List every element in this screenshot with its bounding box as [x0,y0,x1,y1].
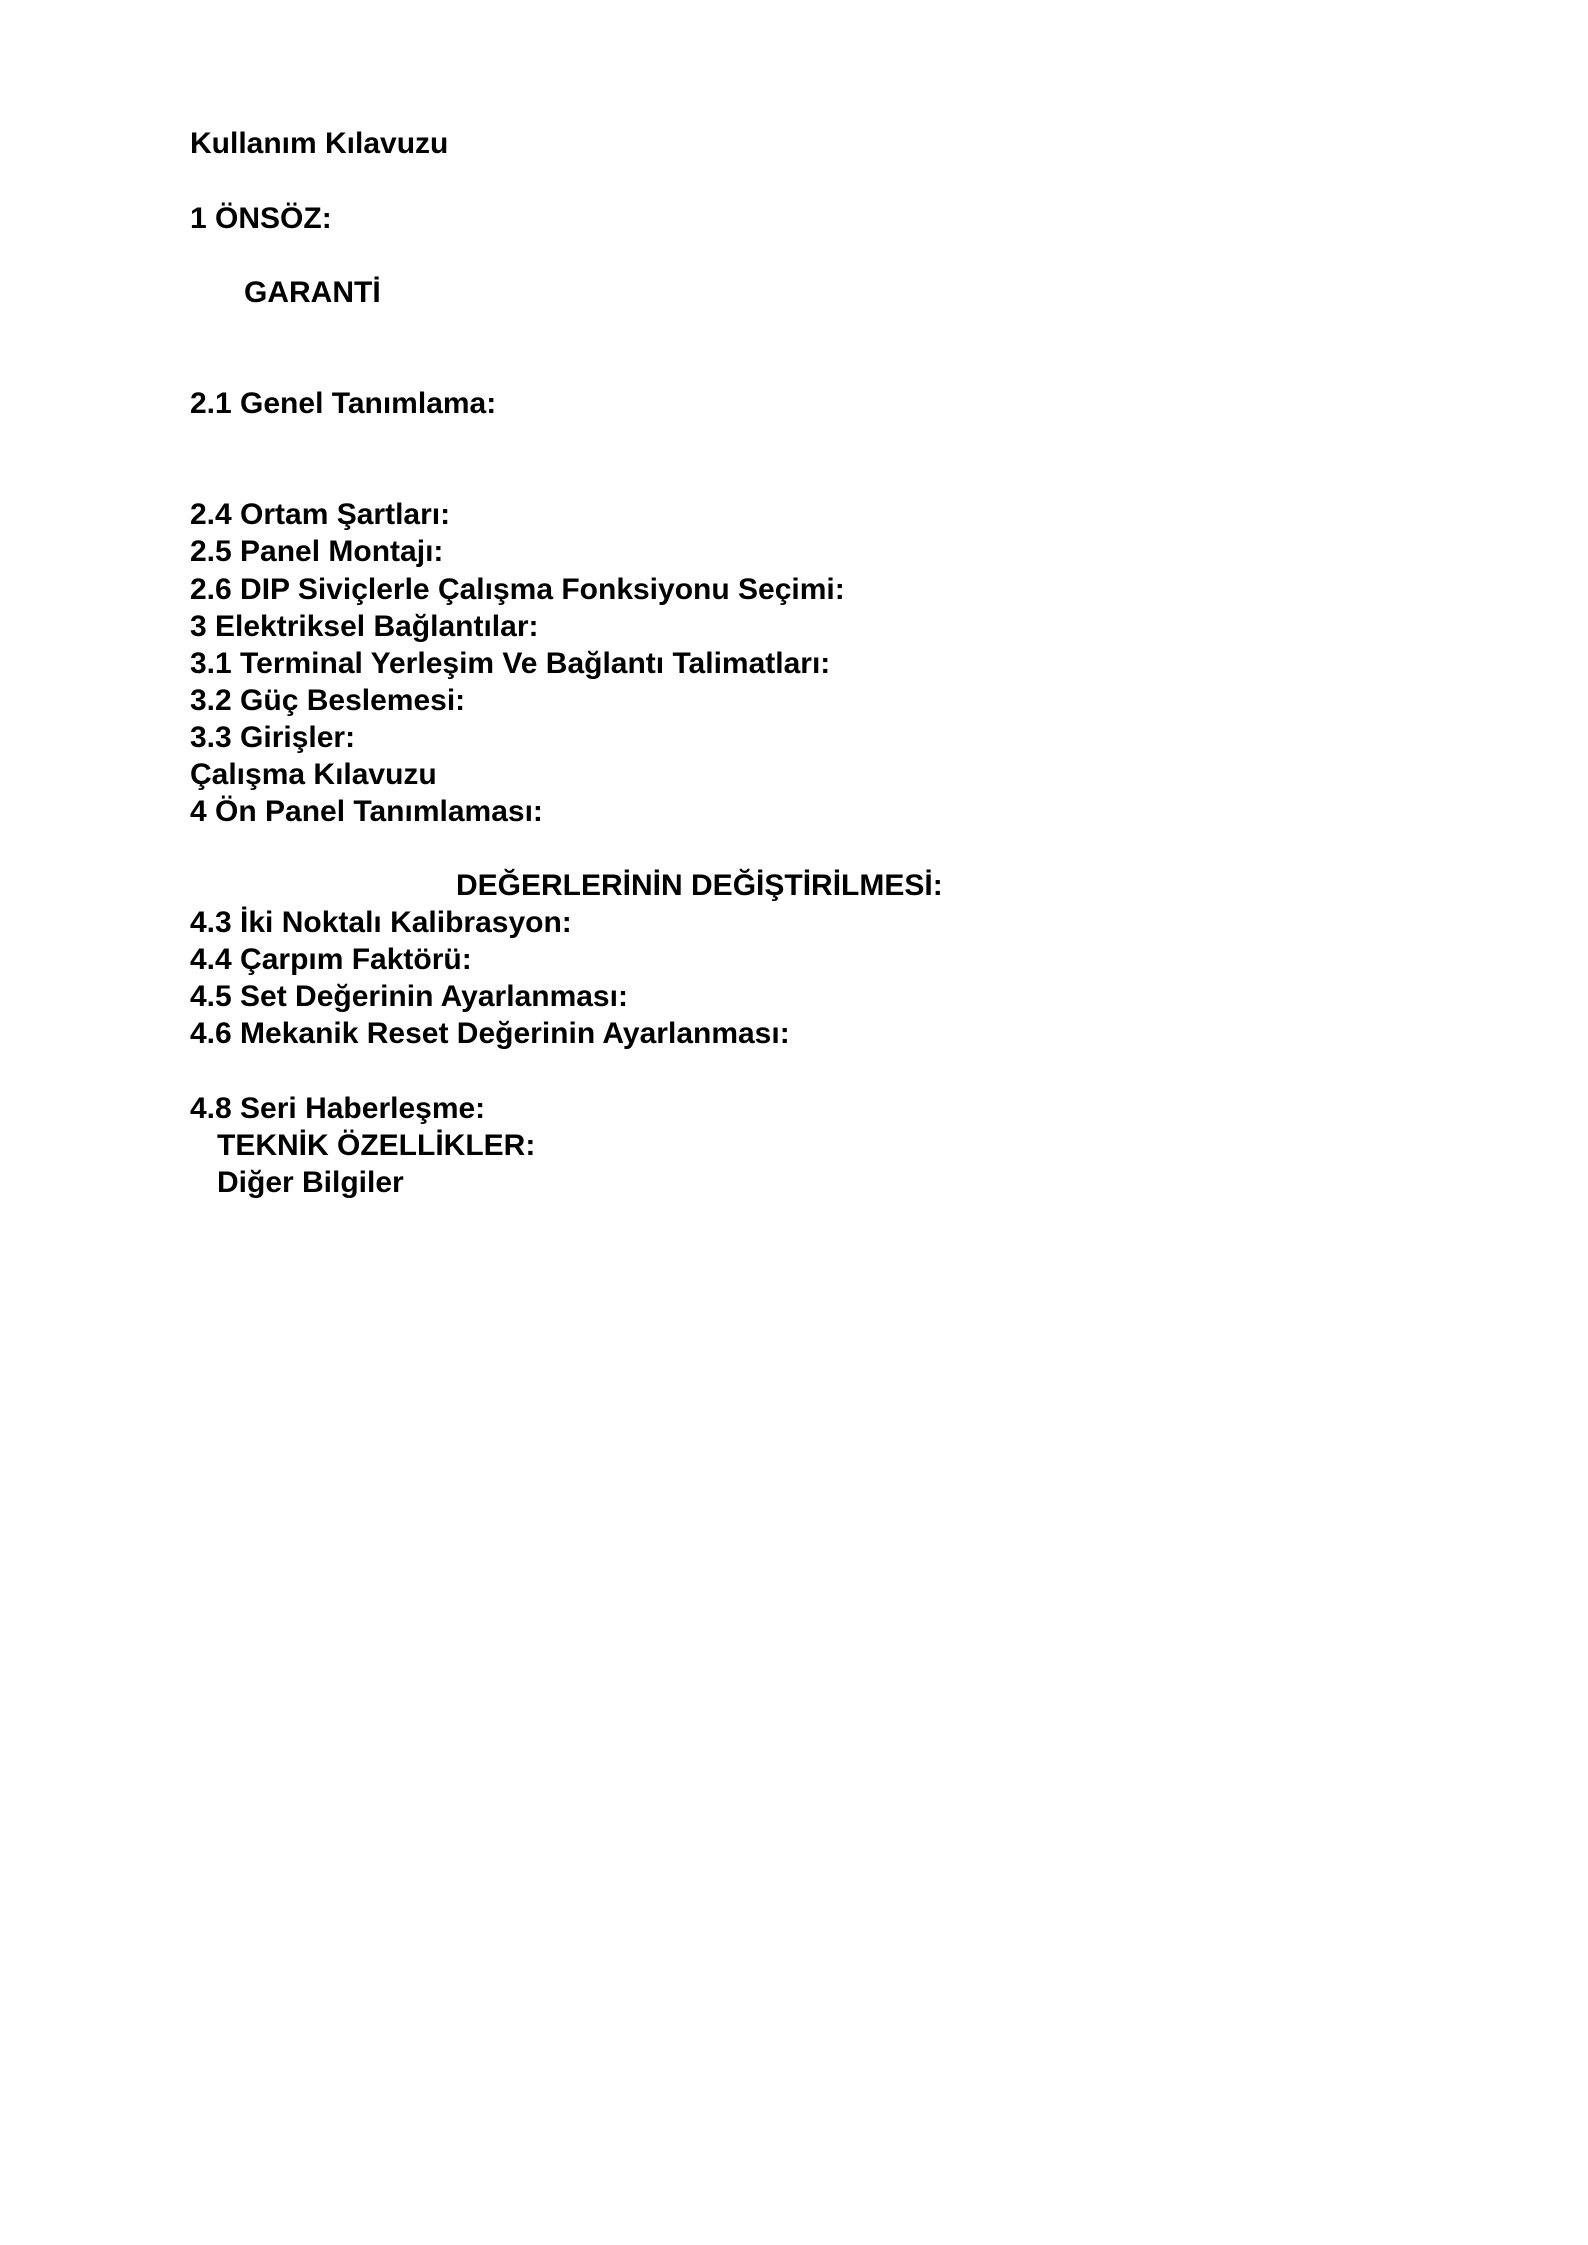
toc-entry-girisler: 3.3 Girişler: [190,721,356,754]
toc-entry-genel-tanimlama: 2.1 Genel Tanımlama: [190,387,497,420]
toc-entry-carpim-faktoru: 4.4 Çarpım Faktörü: [190,943,472,976]
toc-entry-elektriksel-baglantilar: 3 Elektriksel Bağlantılar: [190,610,539,643]
toc-entry-terminal-yerlesim: 3.1 Terminal Yerleşim Ve Bağlantı Talimatları: [190,647,831,680]
toc-entry-mekanik-reset: 4.6 Mekanik Reset Değerinin Ayarlanması: [190,1017,790,1050]
toc-entry-garanti: GARANTİ [244,276,381,309]
toc-entry-calisma-kilavuzu: Çalışma Kılavuzu [190,758,437,791]
toc-entry-set-degeri: 4.5 Set Değerinin Ayarlanması: [190,980,628,1013]
toc-entry-on-panel: 4 Ön Panel Tanımlaması: [190,795,543,828]
toc-entry-onsoz: 1 ÖNSÖZ: [190,202,332,235]
toc-entry-teknik-ozellikler: TEKNİK ÖZELLİKLER: [217,1129,536,1162]
toc-entry-dip-sivicler: 2.6 DIP Siviçlerle Çalışma Fonksiyonu Seçimi: [190,573,845,606]
toc-entry-panel-montaji: 2.5 Panel Montajı: [190,535,444,568]
toc-entry-iki-noktali-kalibrasyon: 4.3 İki Noktalı Kalibrasyon: [190,906,572,939]
toc-entry-diger-bilgiler: Diğer Bilgiler [217,1166,404,1199]
toc-entry-ortam-sartlari: 2.4 Ortam Şartları: [190,498,451,531]
toc-entry-seri-haberlesme: 4.8 Seri Haberleşme: [190,1092,486,1125]
toc-entry-guc-beslemesi: 3.2 Güç Beslemesi: [190,684,466,717]
document-title: Kullanım Kılavuzu [190,127,449,160]
toc-entry-degerlerin-degistirilmesi: DEĞERLERİNİN DEĞİŞTİRİLMESİ: [456,869,943,902]
